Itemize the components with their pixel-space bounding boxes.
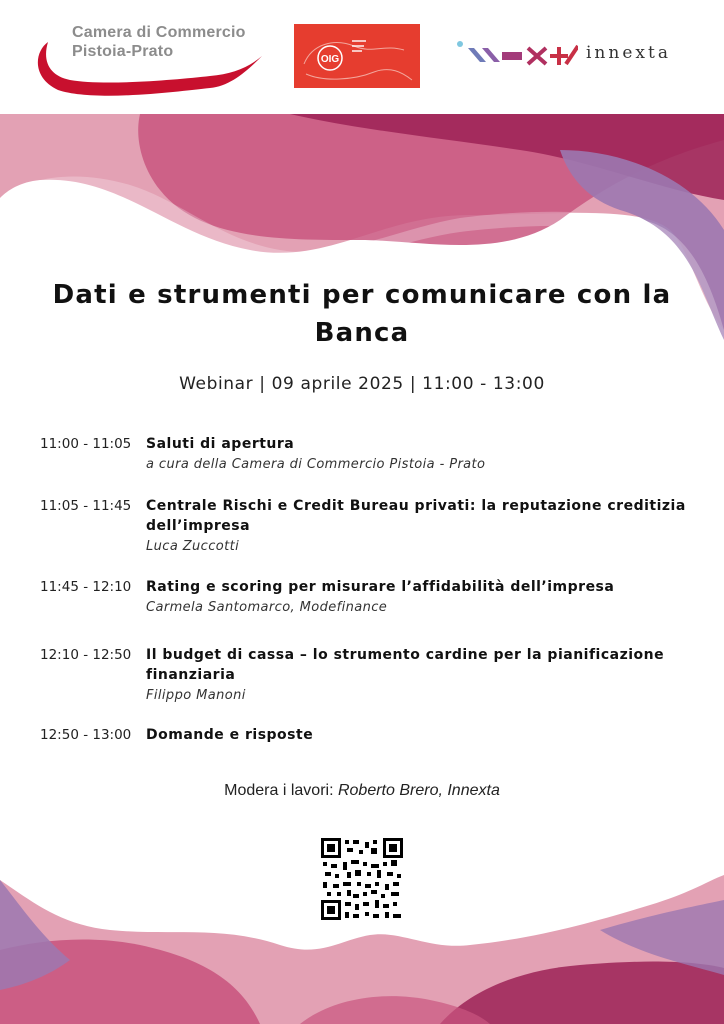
camera-di-commercio-logo bbox=[34, 20, 266, 98]
qr-code[interactable] bbox=[321, 838, 403, 920]
innexta-mark-icon bbox=[456, 34, 578, 74]
event-title: Dati e strumenti per comunicare con la Banca bbox=[52, 280, 672, 348]
agenda-speaker: Carmela Santomarco, Modefinance bbox=[146, 600, 388, 615]
agenda-topic: Domande e risposte bbox=[146, 727, 314, 743]
innexta-logo bbox=[456, 34, 688, 74]
agenda-topic: Il budget di cassa – lo strumento cardine per la pianificazione finanziaria bbox=[146, 647, 665, 683]
agenda-time: 12:50 - 13:00 bbox=[40, 727, 132, 743]
logo-ccpp-line1: Camera di Commercio bbox=[72, 24, 246, 41]
qr-finder-bottom-left bbox=[321, 900, 341, 920]
ccpp-swoosh-icon bbox=[34, 20, 266, 98]
agenda-topic: Centrale Rischi e Credit Bureau privati: la reputazione creditizia dell’impresa bbox=[146, 498, 686, 534]
agenda-time: 11:45 - 12:10 bbox=[40, 579, 132, 595]
agenda-topic: Rating e scoring per misurare l’affidabilità dell’impresa bbox=[146, 579, 615, 595]
oig-small-lines bbox=[352, 40, 366, 42]
agenda-topic: Saluti di apertura bbox=[146, 436, 295, 452]
moderator-label: Modera i lavori: bbox=[224, 782, 334, 799]
oig-logo bbox=[294, 24, 420, 88]
qr-finder-top-right bbox=[383, 838, 403, 858]
agenda-time: 12:10 - 12:50 bbox=[40, 647, 132, 663]
agenda-speaker: a cura della Camera di Commercio Pistoia - Prato bbox=[146, 457, 486, 472]
logo-ccpp-line2: Pistoia-Prato bbox=[72, 43, 174, 60]
agenda-speaker: Luca Zuccotti bbox=[146, 539, 240, 554]
agenda-time: 11:05 - 11:45 bbox=[40, 498, 132, 514]
agenda-time: 11:00 - 11:05 bbox=[40, 436, 132, 452]
moderator-name: Roberto Brero, Innexta bbox=[337, 782, 500, 799]
qr-finder-top-left bbox=[321, 838, 341, 858]
innexta-wordmark: innexta bbox=[586, 43, 671, 63]
moderator-line bbox=[0, 782, 724, 800]
event-subtitle: Webinar | 09 aprile 2025 | 11:00 - 13:00 bbox=[179, 374, 545, 394]
agenda-speaker: Filippo Manoni bbox=[146, 688, 246, 703]
oig-badge-text: OIG bbox=[320, 54, 340, 65]
